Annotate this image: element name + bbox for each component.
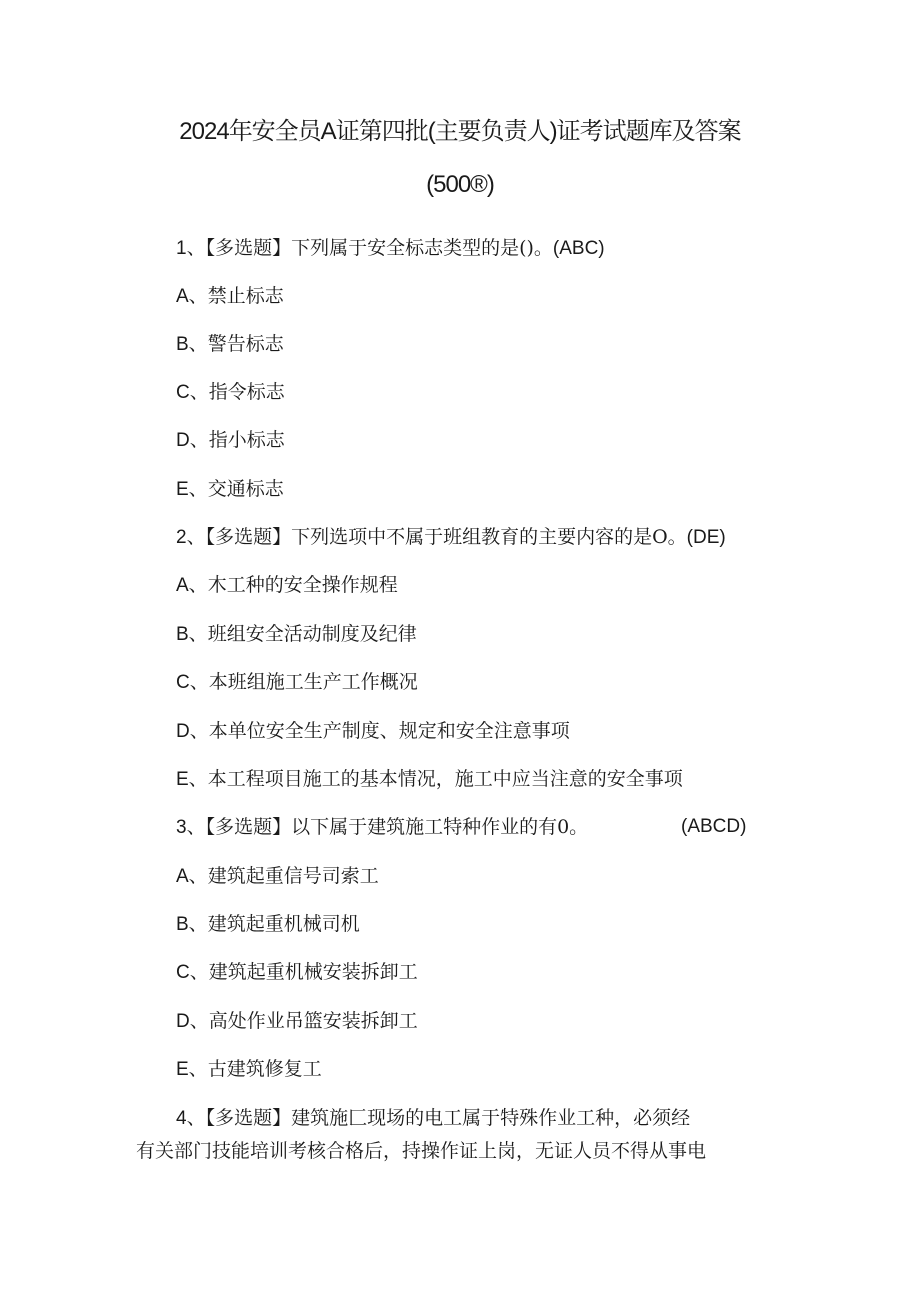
question-text: 【多选题】下列属于安全标志类型的是()。	[205, 237, 553, 259]
question-answer: (ABCD)	[681, 816, 747, 837]
option-text: 指小标志	[208, 429, 285, 451]
question-2	[176, 523, 726, 552]
question-text: 【多选题】以下属于建筑施工特种作业的有0。	[205, 816, 589, 838]
option-label: E、	[176, 1059, 208, 1080]
option-item	[176, 282, 284, 311]
option-label: C、	[176, 382, 209, 403]
option-item	[176, 910, 360, 939]
option-text: 班组安全活动制度及纪律	[207, 623, 417, 645]
question-answer: (DE)	[686, 527, 726, 548]
option-label: D、	[176, 1011, 209, 1032]
option-item	[176, 1007, 418, 1036]
option-text: 建筑起重信号司索工	[207, 865, 379, 887]
option-text: 古建筑修复工	[207, 1058, 322, 1080]
option-item	[176, 330, 284, 359]
option-label: C、	[176, 962, 209, 983]
option-item	[176, 717, 570, 746]
option-label: B、	[176, 624, 208, 645]
question-answer: (ABC)	[552, 238, 605, 259]
option-item	[176, 571, 398, 600]
option-text: 本工程项目施工的基本情况，施工中应当注意的安全事项	[207, 768, 683, 790]
option-text: 建筑起重机械司机	[207, 913, 360, 935]
option-label: B、	[176, 914, 208, 935]
option-item	[176, 862, 379, 891]
option-item	[176, 620, 417, 649]
question-text: 【多选题】建筑施匚现场的电工属于特殊作业工种，必须经	[205, 1107, 691, 1129]
question-number: 2、	[176, 527, 206, 548]
question-number: 1、	[176, 238, 206, 259]
option-label: A、	[176, 286, 208, 307]
option-text: 本单位安全生产制度、规定和安全注意事项	[208, 720, 570, 742]
option-text: 交通标志	[207, 478, 284, 500]
question-number: 4、	[176, 1108, 206, 1129]
option-label: A、	[176, 866, 208, 887]
option-text: 本班组施工生产工作概况	[208, 671, 418, 693]
option-label: D、	[176, 721, 209, 742]
option-text: 高处作业吊篮安装拆卸工	[208, 1010, 418, 1032]
option-text: 禁止标志	[207, 285, 284, 307]
option-item	[176, 426, 285, 455]
option-text: 建筑起重机械安装拆卸工	[208, 961, 418, 983]
option-label: E、	[176, 769, 208, 790]
option-label: B、	[176, 334, 208, 355]
option-text: 木工种的安全操作规程	[207, 574, 398, 596]
option-item	[176, 1055, 322, 1084]
question-text: 【多选题】下列选项中不属于班组教育的主要内容的是O。	[205, 526, 687, 548]
option-item	[176, 475, 284, 504]
question-3	[176, 813, 588, 842]
option-label: C、	[176, 672, 209, 693]
option-label: D、	[176, 430, 209, 451]
option-text: 警告标志	[207, 333, 284, 355]
option-item	[176, 958, 418, 987]
option-item	[176, 765, 683, 794]
option-text: 指令标志	[208, 381, 285, 403]
option-item	[176, 378, 285, 407]
question-4	[176, 1104, 690, 1133]
question-1	[176, 234, 605, 263]
document-title-count: (500®)	[426, 171, 494, 198]
option-label: E、	[176, 479, 208, 500]
document-title: 2024年安全员A证第四批(主要负责人)证考试题库及答案	[179, 118, 741, 145]
option-label: A、	[176, 575, 208, 596]
question-text-continued: 有关部门技能培训考核合格后，持操作证上岗，无证人员不得从事电	[136, 1140, 707, 1162]
option-item	[176, 668, 418, 697]
question-number: 3、	[176, 817, 206, 838]
